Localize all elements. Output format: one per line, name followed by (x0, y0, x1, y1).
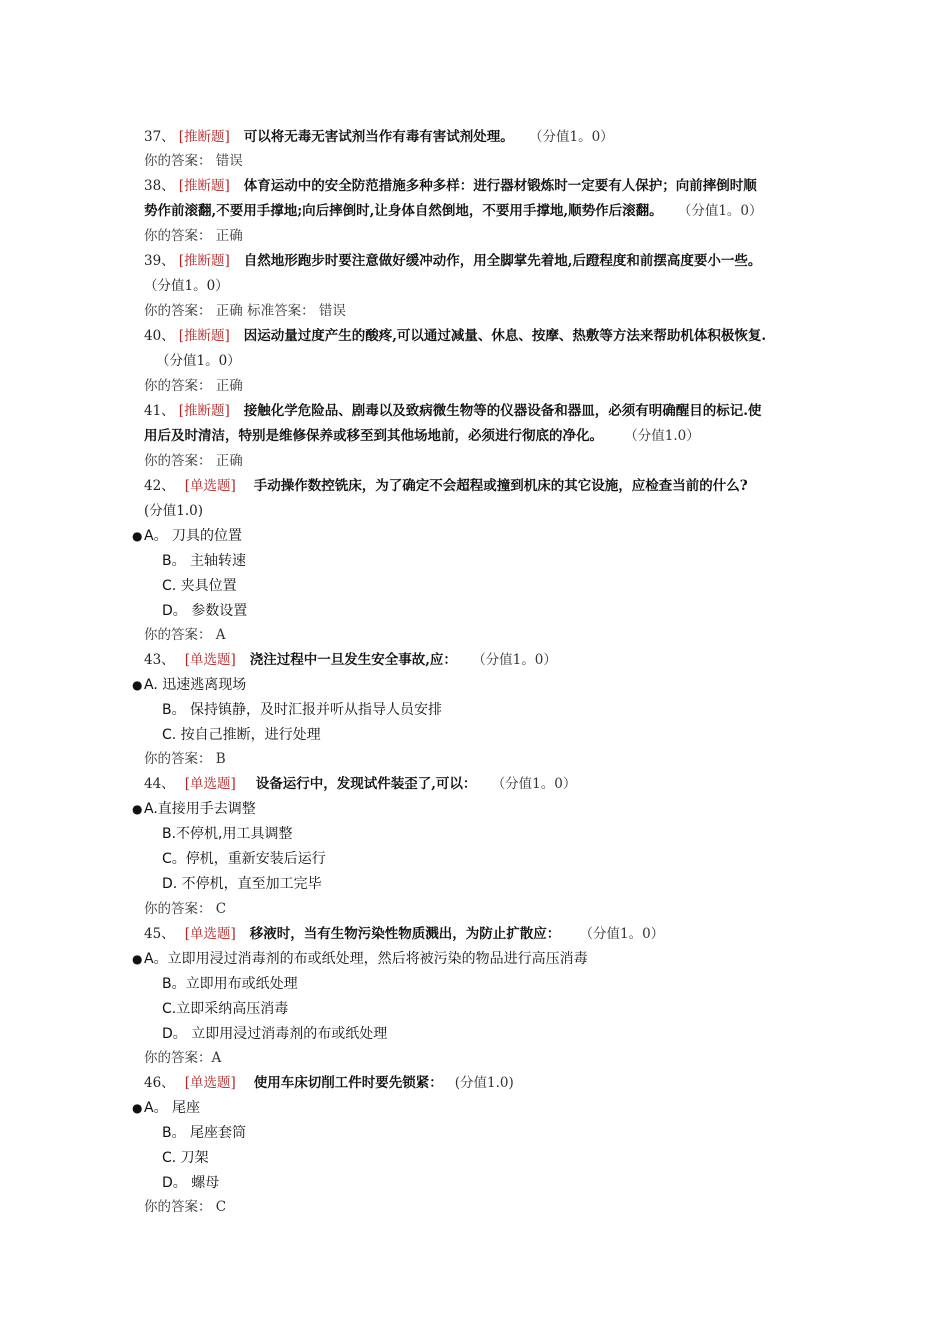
answer-line (144, 749, 226, 769)
answer-value: 正确 (215, 228, 243, 244)
question-continuation (144, 501, 203, 521)
question-text: 用后及时清洁，特别是维修保养或移至到其他场地前，必须进行彻底的净化。 (144, 428, 603, 444)
question-type: [推断题] (178, 328, 230, 344)
option-b: B.不停机,用工具调整 (162, 826, 293, 842)
question-text: 自然地形跑步时要注意做好缓冲动作，用全脚掌先着地,后蹬程度和前摆高度要小一些。 (243, 253, 762, 269)
question-type: [推断题] (178, 129, 230, 145)
option-b: B。 主轴转速 (162, 553, 247, 569)
question-number: 40、 (144, 328, 175, 344)
question-number: 43、 (144, 652, 175, 668)
answer-label: 你的答案： (144, 303, 212, 319)
question-type: [推断题] (178, 253, 230, 269)
question-header (144, 176, 757, 196)
question-type: [单选题] (184, 478, 236, 494)
question-header (144, 924, 664, 944)
bullet-icon: ● (132, 802, 143, 816)
answer-line (144, 1048, 221, 1068)
question-number: 38、 (144, 178, 175, 194)
question-header (144, 401, 761, 421)
question-text: 手动操作数控铣床，为了确定不会超程或撞到机床的其它设施，应检查当前的什么? (253, 478, 748, 494)
question-number: 46、 (144, 1075, 175, 1091)
question-continuation (144, 426, 700, 446)
question-type: [单选题] (184, 1075, 236, 1091)
question-text: 移液时，当有生物污染性物质溅出，为防止扩散应： (249, 926, 561, 942)
option-a: ● A. 迅速逃离现场 (132, 677, 247, 693)
option-c: C。停机，重新安装后运行 (162, 851, 326, 867)
answer-label: 你的答案： (144, 751, 212, 767)
question-score: （分值1。0） (498, 776, 577, 792)
option-b: B。 尾座套筒 (162, 1125, 247, 1141)
question-score: （分值1.0） (631, 428, 700, 444)
question-text: 体育运动中的安全防范措施多种多样：进行器材锻炼时一定要有人保护；向前摔倒时顺 (243, 178, 757, 194)
question-number: 44、 (144, 776, 175, 792)
option-d: D。 立即用浸过消毒剂的布或纸处理 (162, 1026, 388, 1042)
question-score: （分值1。0） (156, 353, 241, 369)
question-text: 浇注过程中一旦发生安全事故,应： (249, 652, 457, 668)
question-text: 因运动量过度产生的酸疼,可以通过减量、休息、按摩、热敷等方法来帮助机体积极恢复. (243, 328, 767, 344)
question-continuation (144, 201, 763, 221)
answer-label: 你的答案： (144, 901, 212, 917)
question-header (144, 1073, 514, 1093)
question-number: 45、 (144, 926, 175, 942)
question-header (144, 251, 761, 271)
option-a: ● A.直接用手去调整 (132, 801, 256, 817)
answer-value: C (215, 1199, 227, 1215)
question-text: 设备运行中，发现试件装歪了,可以： (255, 776, 477, 792)
question-score: (分值1.0) (454, 1075, 514, 1091)
question-type: [单选题] (184, 776, 236, 792)
answer-label: 你的答案： (144, 228, 212, 244)
question-header (144, 476, 748, 496)
question-type: [单选题] (184, 652, 236, 668)
question-text: 使用车床切削工件时要先锁紧： (253, 1075, 443, 1091)
answer-label: 你的答案： (144, 378, 212, 394)
question-text: 势作前滚翻,不要用手撑地;向后摔倒时,让身体自然倒地，不要用手撑地,顺势作后滚翻。 (144, 203, 663, 219)
question-score: （分值1。0） (144, 278, 229, 294)
answer-line (144, 625, 226, 645)
option-b: B。 保持镇静，及时汇报并听从指导人员安排 (162, 702, 443, 718)
option-c: C. 刀架 (162, 1150, 209, 1166)
option-a: ● A。 尾座 (132, 1100, 201, 1116)
answer-value: A (211, 1050, 222, 1066)
option-c: C. 夹具位置 (162, 578, 237, 594)
question-score: （分值1。0） (684, 203, 763, 219)
question-score: （分值1。0） (535, 129, 614, 145)
bullet-icon: ● (132, 678, 143, 692)
question-text: 可以将无毒无害试剂当作有毒有害试剂处理。 (243, 129, 514, 145)
answer-value: C (215, 901, 227, 917)
bullet-icon: ● (132, 529, 143, 543)
question-header (144, 650, 557, 670)
answer-line (144, 226, 243, 246)
answer-value: 正确 (215, 453, 243, 469)
option-d: D。 参数设置 (162, 603, 248, 619)
question-type: [单选题] (184, 926, 236, 942)
answer-value: 正确 (215, 378, 243, 394)
bullet-icon: ● (132, 952, 143, 966)
answer-label: 你的答案： (144, 453, 212, 469)
question-number: 42、 (144, 478, 175, 494)
question-header (144, 326, 766, 346)
answer-value: 正确 (215, 303, 243, 319)
option-c: C. 按自己推断，进行处理 (162, 727, 321, 743)
option-a: ● A。立即用浸过消毒剂的布或纸处理，然后将被污染的物品进行高压消毒 (132, 951, 588, 967)
answer-line (144, 1197, 226, 1217)
question-type: [推断题] (178, 178, 230, 194)
bullet-icon: ● (132, 1101, 143, 1115)
answer-label: 你的答案： (144, 1050, 212, 1066)
standard-answer-value: 错误 (318, 303, 346, 319)
answer-label: 你的答案： (144, 1199, 212, 1215)
answer-line (144, 301, 346, 321)
answer-value: 错误 (215, 153, 243, 169)
question-score: (分值1.0) (144, 503, 204, 519)
question-score: （分值1。0） (586, 926, 665, 942)
question-header (144, 774, 576, 794)
answer-line (144, 451, 243, 471)
question-number: 41、 (144, 403, 175, 419)
option-b: B。立即用布或纸处理 (162, 976, 298, 992)
answer-value: A (215, 627, 226, 643)
answer-line (144, 151, 243, 171)
question-continuation (144, 276, 229, 296)
question-score: （分值1。0） (478, 652, 557, 668)
answer-line (144, 899, 226, 919)
option-c: C.立即采纳高压消毒 (162, 1001, 289, 1017)
answer-label: 你的答案： (144, 153, 212, 169)
option-a: ● A。 刀具的位置 (132, 528, 243, 544)
answer-value: B (215, 751, 226, 767)
question-number: 39、 (144, 253, 175, 269)
question-continuation (156, 351, 241, 371)
option-d: D. 不停机，直至加工完毕 (162, 876, 322, 892)
option-d: D。 螺母 (162, 1175, 220, 1191)
standard-answer-label: 标准答案： (247, 303, 315, 319)
answer-line (144, 376, 243, 396)
question-header (144, 127, 614, 147)
answer-label: 你的答案： (144, 627, 212, 643)
question-text: 接触化学危险品、剧毒以及致病微生物等的仪器设备和器皿，必须有明确醒目的标记.使 (243, 403, 762, 419)
question-type: [推断题] (178, 403, 230, 419)
question-number: 37、 (144, 129, 175, 145)
